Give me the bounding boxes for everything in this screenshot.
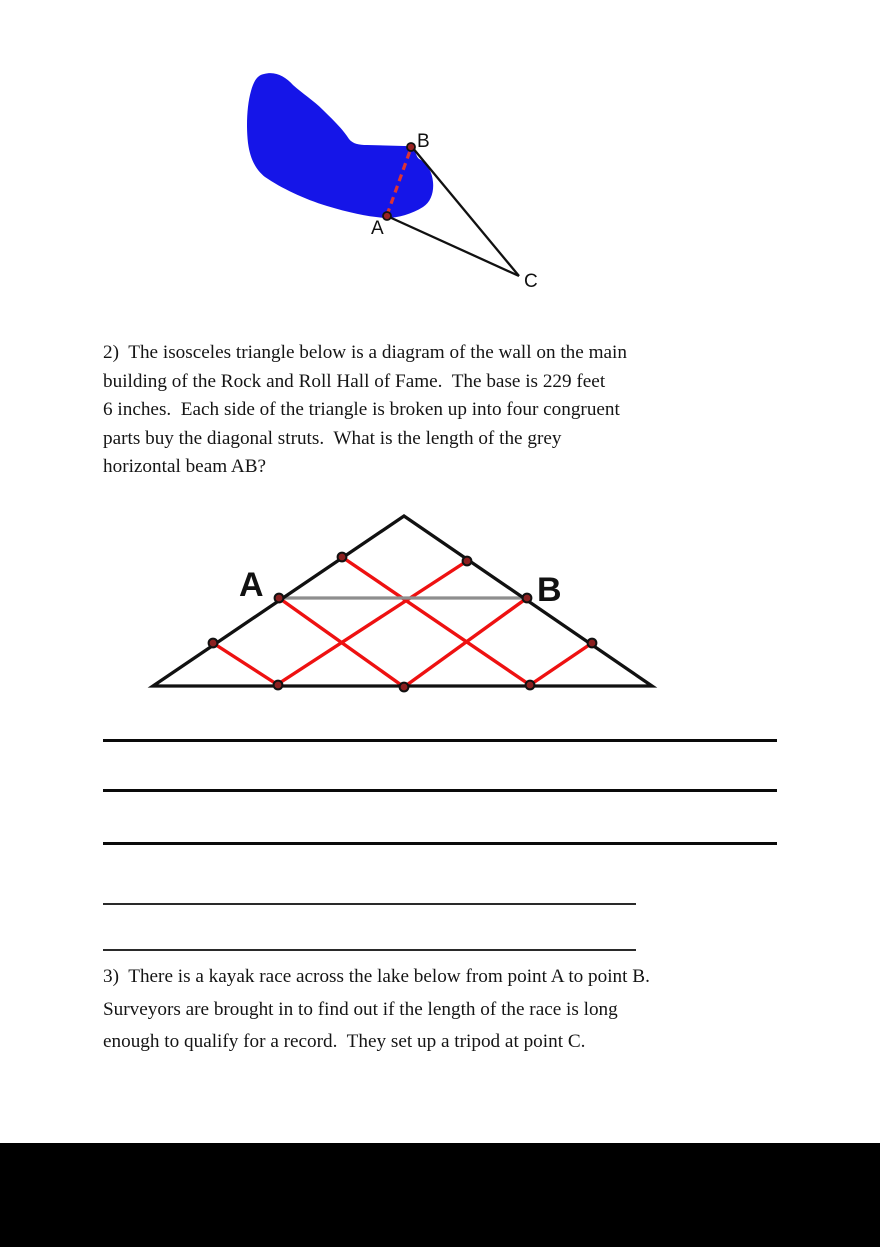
triangle-label-a: A (239, 566, 264, 604)
strut-lines (213, 557, 592, 687)
lake-point-a (383, 212, 391, 220)
lake-diagram (228, 58, 568, 303)
lake-label-b: B (417, 131, 430, 152)
triangle-label-b: B (537, 571, 562, 609)
answer-line (103, 739, 777, 742)
question-2-line: 2) The isosceles triangle below is a diagram of the wall on the main (103, 342, 627, 363)
question-3-text (103, 961, 743, 1059)
lake-label-a: A (371, 218, 384, 239)
answer-line (103, 842, 777, 845)
question-3-line: 3) There is a kayak race across the lake below from point A to point B. (103, 966, 650, 987)
sight-line-bc (412, 147, 519, 276)
answer-line (103, 949, 636, 951)
sight-line-ac (387, 216, 519, 276)
question-3-line: enough to qualify for a record. They set up a tripod at point C. (103, 1031, 586, 1053)
triangle-diagram (140, 495, 675, 707)
question-2-line: parts buy the diagonal struts. What is the length of the grey (103, 427, 562, 449)
lake-point-b (407, 143, 415, 151)
answer-line (103, 903, 636, 905)
lake-label-c: C (524, 271, 538, 292)
question-2-line: horizontal beam AB? (103, 456, 267, 478)
question-2-line: building of the Rock and Roll Hall of Fame. The base is 229 feet (103, 370, 606, 392)
question-2-line: 6 inches. Each side of the triangle is broken up into four congruent (103, 399, 620, 421)
question-3-line: Surveyors are brought in to find out if the length of the race is long (103, 998, 618, 1020)
bottom-black-bar (0, 1143, 880, 1247)
question-2-text (103, 339, 703, 482)
answer-line (103, 789, 777, 792)
lake-shape (247, 73, 433, 218)
